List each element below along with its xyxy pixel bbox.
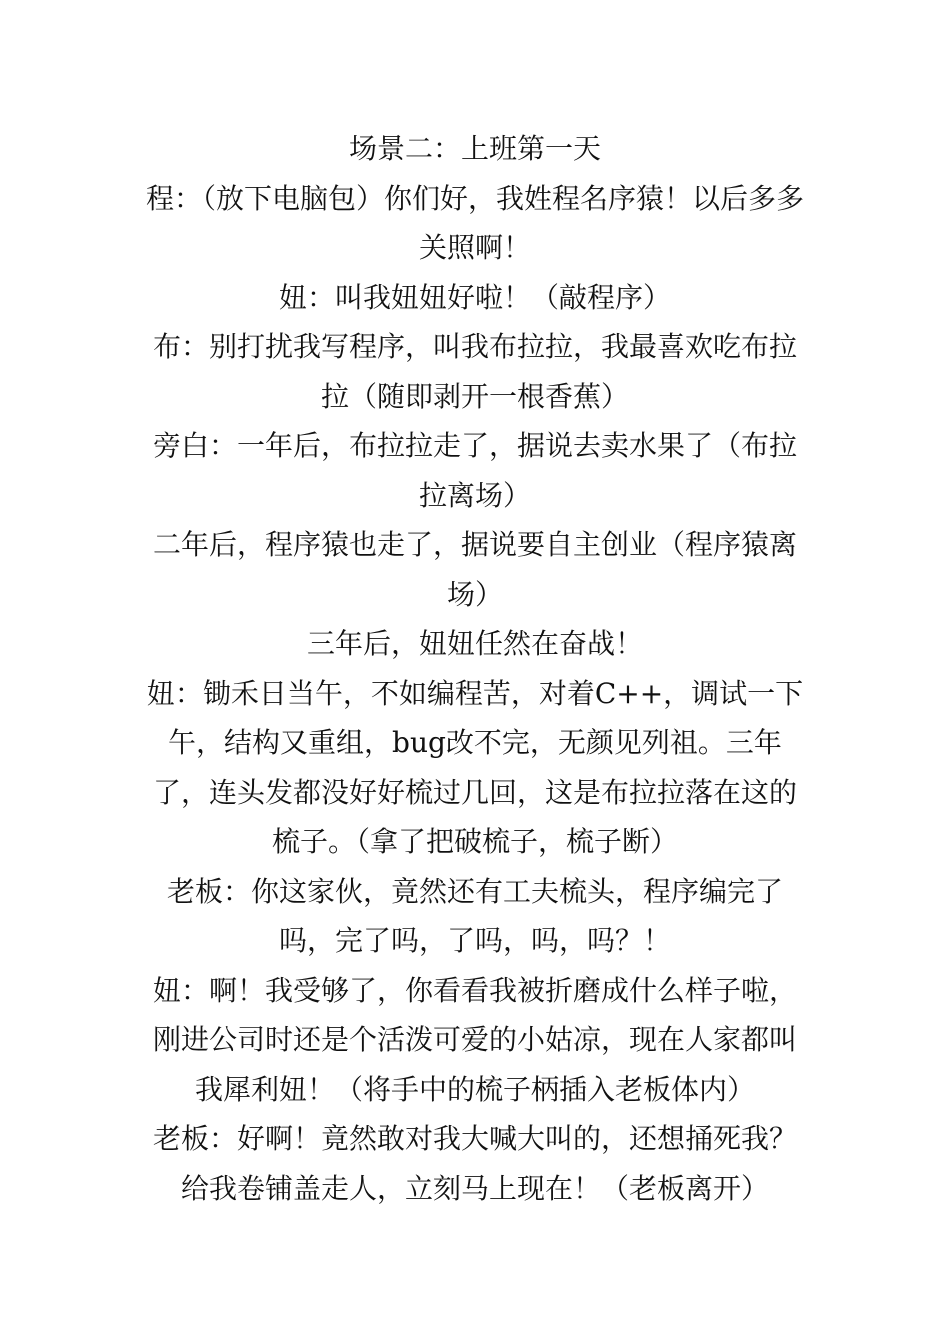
dialogue-line: 老板：好啊！竟然敢对我大喊大叫的，还想捅死我？给我卷铺盖走人，立刻马上现在！（老板离开） xyxy=(152,1122,797,1205)
dialogue-line: 妞：啊！我受够了，你看看我被折磨成什么样子啦，刚进公司时还是个活泼可爱的小姑凉，现在人家都叫我犀利妞！（将手中的梳子柄插入老板体内） xyxy=(152,973,797,1106)
dialogue-line: 妞：锄禾日当午，不如编程苦，对着C++，调试一下午，结构又重组，bug改不完，无颜见列祖。三年了，连头发都没好好梳过几回，这是布拉拉落在这的梳子。（拿了把破梳子，梳子断） xyxy=(146,676,804,858)
narration-line: 旁白：一年后，布拉拉走了，据说去卖水果了（布拉拉离场） xyxy=(152,429,797,512)
script-body xyxy=(144,124,806,1213)
scene-title: 场景二：上班第一天 xyxy=(348,132,601,165)
narration-line: 二年后，程序猿也走了，据说要自主创业（程序猿离场） xyxy=(152,528,797,611)
narration-line: 三年后，妞妞任然在奋战！ xyxy=(306,627,643,660)
dialogue-line: 布：别打扰我写程序，叫我布拉拉，我最喜欢吃布拉拉（随即剥开一根香蕉） xyxy=(152,330,797,413)
dialogue-line: 妞：叫我妞妞好啦！（敲程序） xyxy=(278,280,671,314)
dialogue-line: 程：（放下电脑包）你们好，我姓程名序猿！以后多多关照啊！ xyxy=(145,181,804,264)
dialogue-line: 老板：你这家伙，竟然还有工夫梳头，程序编完了吗，完了吗，了吗，吗，吗？！ xyxy=(166,874,783,957)
